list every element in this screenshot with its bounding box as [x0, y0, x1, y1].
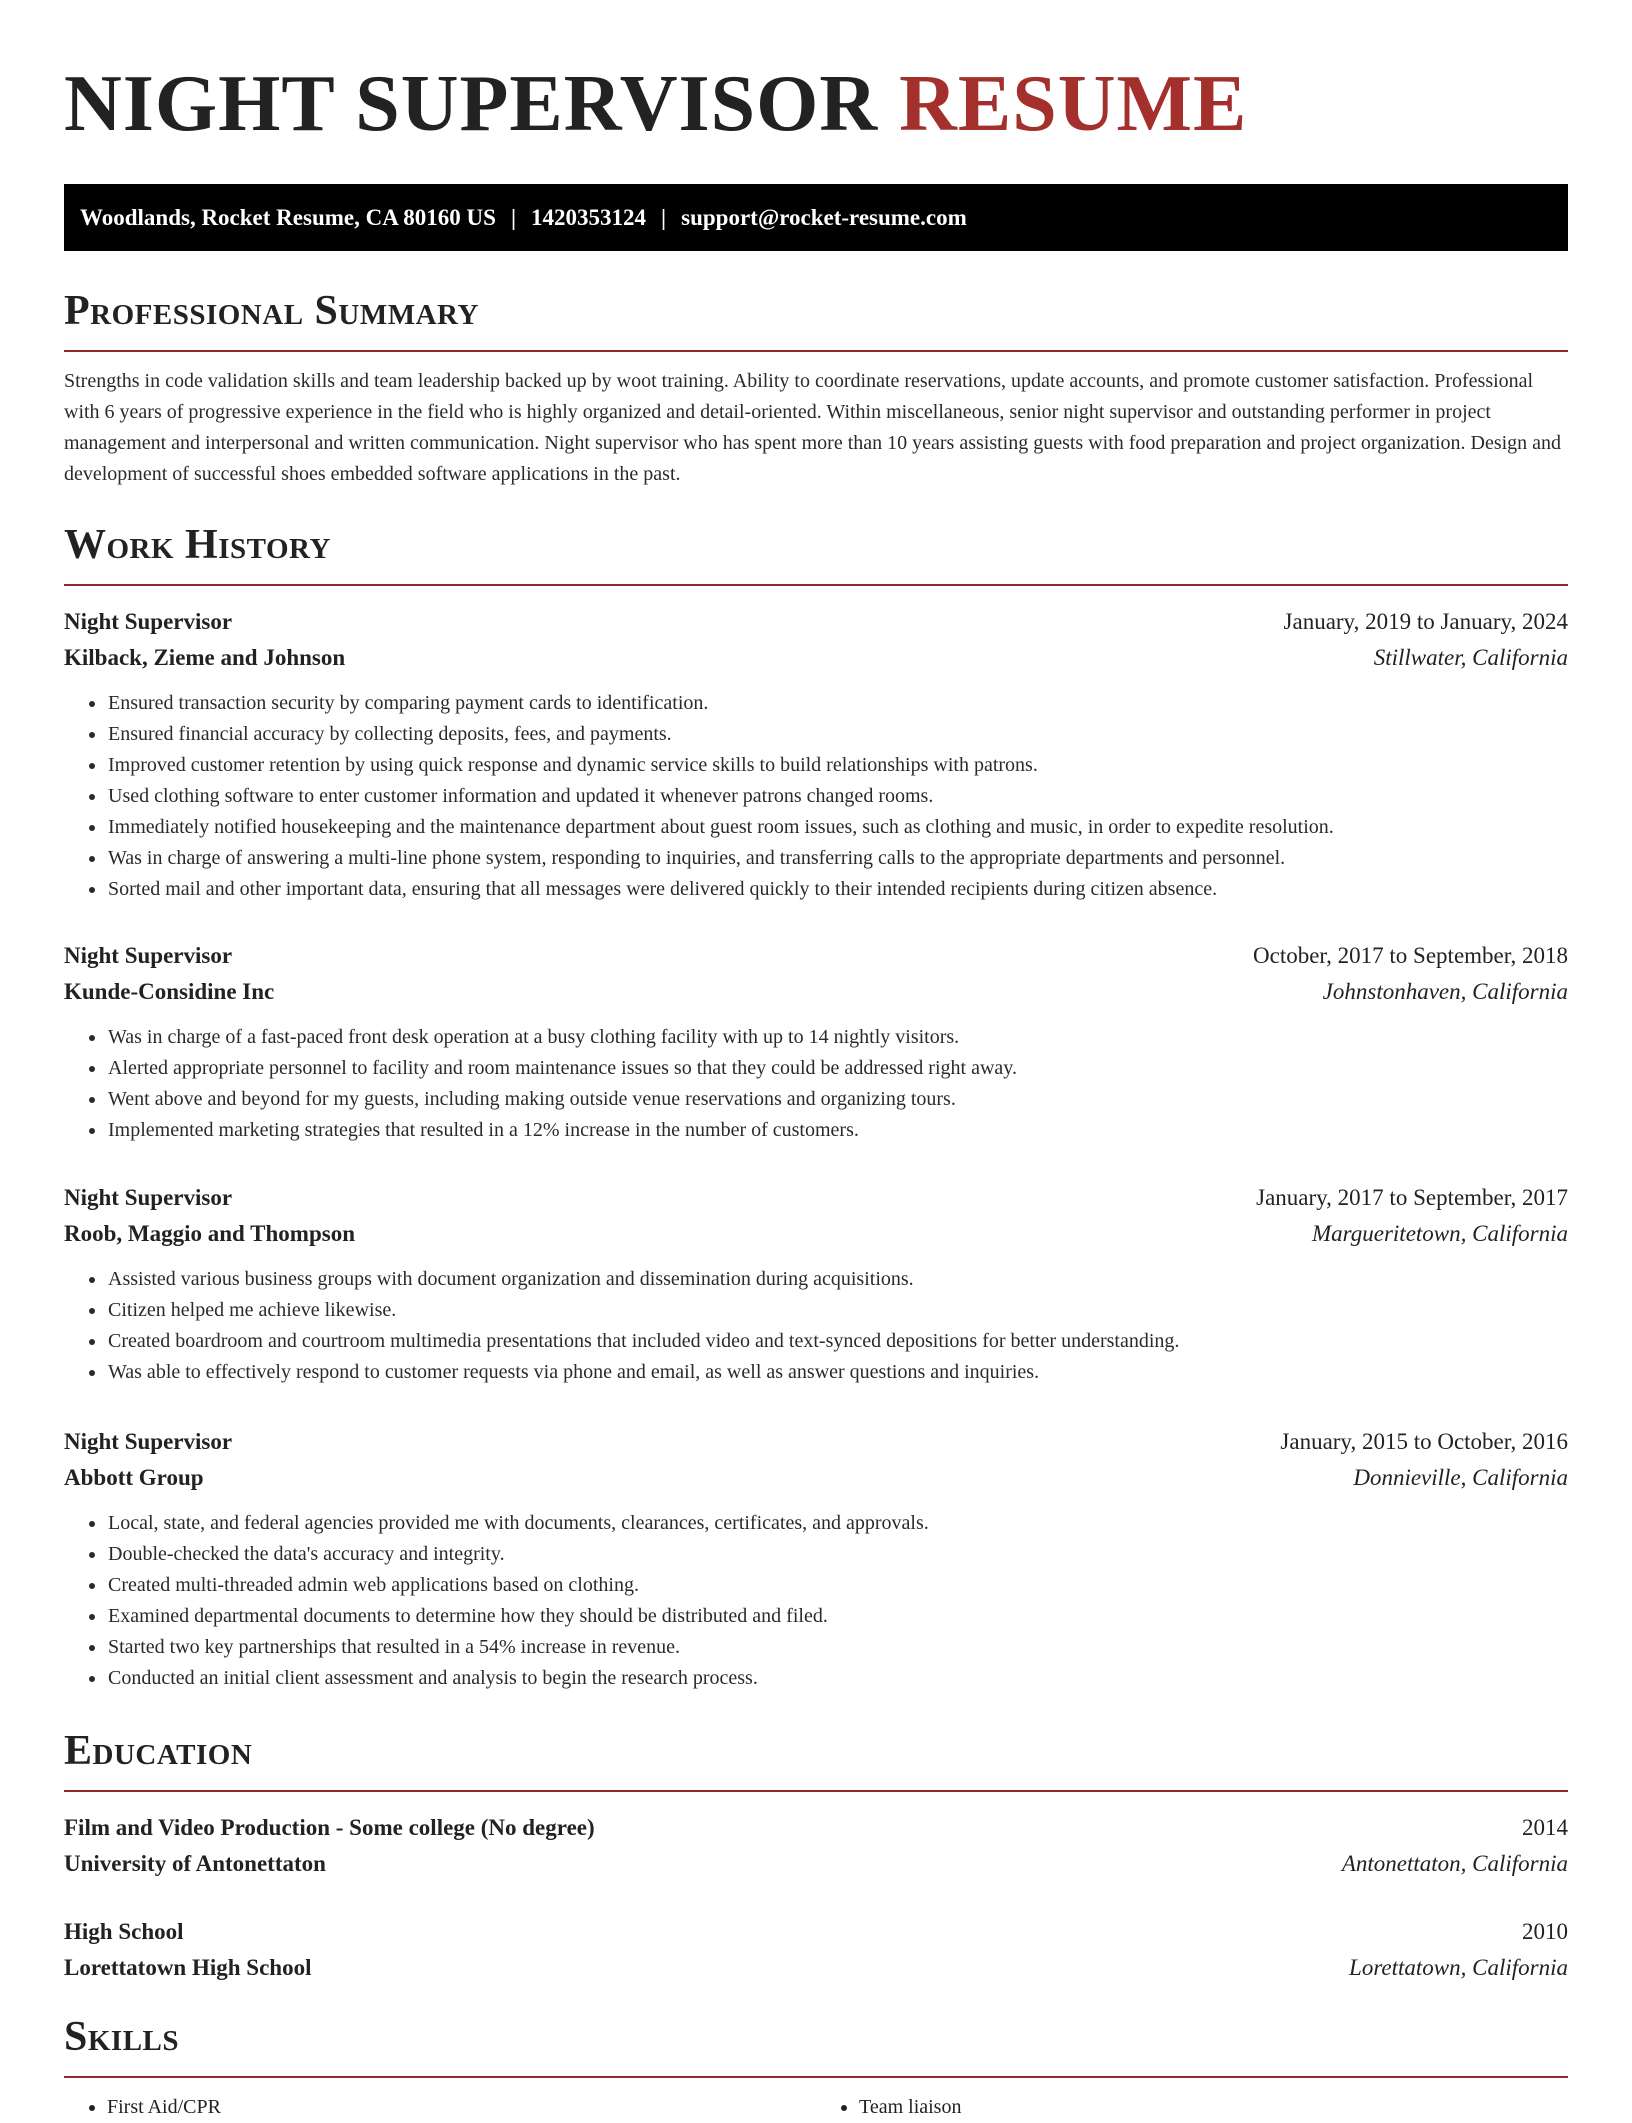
education-entry [64, 1810, 1568, 1882]
education-heading: Education [64, 1728, 253, 1774]
job-entry [64, 604, 1568, 905]
skills-section [64, 2010, 1568, 2123]
education-year: 2010 [1522, 1919, 1568, 1944]
education-entry [64, 1914, 1568, 1986]
resume-title [64, 0, 1568, 152]
job-company: Abbott Group [64, 1465, 204, 1490]
job-bullets [64, 1508, 1568, 1694]
job-bullets [64, 1022, 1568, 1146]
job-title: Night Supervisor [64, 609, 233, 634]
job-location: Margueritetown, California [1312, 1221, 1568, 1246]
summary-text: Strengths in code validation skills and team leadership backed up by woot training. Ability to coordinate reservations, update accounts, and promote customer satisfaction. Professional with 6 years of progressive experience in the field who is highly organized and detail-oriented. Within miscellaneous, senior night supervisor and outstanding performer in project management and interpersonal and written communication. Night supervisor who has spent more than 10 years assisting guests with food preparation and project organization. Design and development of successful shoes embedded software applications in the past. [64, 370, 1562, 485]
job-location: Donnieville, California [1353, 1465, 1568, 1490]
job-bullet: • Alerted appropriate personnel to facility and room maintenance issues so that they could be addressed right away. [107, 1053, 1568, 1084]
education-school: University of Antonettaton [64, 1851, 326, 1876]
job-bullet: • Started two key partnerships that resulted in a 54% increase in revenue. [107, 1632, 1568, 1663]
summary-heading: Professional Summary [64, 288, 479, 334]
education-year: 2014 [1522, 1815, 1568, 1840]
job-bullet: • Examined departmental documents to determine how they should be distributed and filed. [107, 1601, 1568, 1632]
job-entry-3 [64, 1180, 1568, 1388]
job-bullet: • Was in charge of a fast-paced front desk operation at a busy clothing facility with up to 14 nightly visitors. [107, 1022, 1568, 1053]
contact-bar [64, 184, 1568, 251]
education-section [64, 1724, 1568, 1986]
contact-phone: 1420353124 [531, 204, 647, 230]
job-company: Kilback, Zieme and Johnson [64, 645, 346, 670]
job-bullet: • Was in charge of answering a multi-line phone system, responding to inquiries, and transferring calls to the appropriate departments and personnel. [107, 843, 1568, 874]
job-title: Night Supervisor [64, 1429, 233, 1454]
education-school: Lorettatown High School [64, 1955, 312, 1980]
section-divider [64, 350, 1568, 352]
job-company: Roob, Maggio and Thompson [64, 1221, 355, 1246]
skill-item: • First Aid/CPR [107, 2092, 816, 2123]
skills-list-left [64, 2092, 816, 2123]
job-bullets [64, 1264, 1568, 1388]
education-location: Antonettaton, California [1341, 1851, 1568, 1876]
job-bullet: • Assisted various business groups with document organization and dissemination during acquisitions. [107, 1264, 1568, 1295]
education-degree: High School [64, 1919, 184, 1944]
job-location: Stillwater, California [1373, 645, 1568, 670]
job-dates: January, 2019 to January, 2024 [1283, 609, 1568, 634]
job-title: Night Supervisor [64, 943, 233, 968]
job-bullet: • Went above and beyond for my guests, including making outside venue reservations and organizing tours. [107, 1084, 1568, 1115]
job-dates: October, 2017 to September, 2018 [1253, 943, 1568, 968]
job-entry-2 [64, 938, 1568, 1146]
title-main: NIGHT SUPERVISOR [64, 60, 879, 148]
skill-item: • Team liaison [859, 2092, 1568, 2123]
job-company: Kunde-Considine Inc [64, 979, 275, 1004]
job-bullet: • Immediately notified housekeeping and the maintenance department about guest room issues, such as clothing and music, in order to expedite resolution. [107, 812, 1568, 843]
skills-list-right [816, 2092, 1568, 2123]
job-bullet: • Created multi-threaded admin web applications based on clothing. [107, 1570, 1568, 1601]
job-bullet: • Used clothing software to enter customer information and updated it whenever patrons changed rooms. [107, 781, 1568, 812]
job-bullet: • Ensured financial accuracy by collecting deposits, fees, and payments. [107, 719, 1568, 750]
job-bullets [64, 688, 1568, 905]
contact-separator: | [661, 204, 667, 230]
education-location: Lorettatown, California [1349, 1955, 1568, 1980]
job-bullet: • Was able to effectively respond to customer requests via phone and email, as well as answer questions and inquiries. [107, 1357, 1568, 1388]
job-bullet: • Implemented marketing strategies that resulted in a 12% increase in the number of customers. [107, 1115, 1568, 1146]
education-degree: Film and Video Production - Some college (No degree) [64, 1815, 595, 1840]
section-divider [64, 1790, 1568, 1792]
job-bullet: • Local, state, and federal agencies provided me with documents, clearances, certificates, and approvals. [107, 1508, 1568, 1539]
contact-separator: | [510, 204, 517, 230]
summary-section [64, 284, 1568, 490]
job-location: Johnstonhaven, California [1322, 979, 1568, 1004]
section-divider [64, 2076, 1568, 2078]
job-bullet: • Citizen helped me achieve likewise. [107, 1295, 1568, 1326]
job-bullet: • Double-checked the data's accuracy and integrity. [107, 1539, 1568, 1570]
job-bullet: • Improved customer retention by using quick response and dynamic service skills to build relationships with patrons. [107, 750, 1568, 781]
job-entry-4 [64, 1424, 1568, 1694]
job-bullet: • Created boardroom and courtroom multimedia presentations that included video and text-synced depositions for better understanding. [107, 1326, 1568, 1357]
section-divider [64, 584, 1568, 586]
job-dates: January, 2015 to October, 2016 [1280, 1429, 1568, 1454]
job-bullet: • Ensured transaction security by comparing payment cards to identification. [107, 688, 1568, 719]
work-history-heading: Work History [64, 522, 331, 568]
job-bullet: • Sorted mail and other important data, ensuring that all messages were delivered quickly to their intended recipients during citizen absence. [107, 874, 1568, 905]
job-title: Night Supervisor [64, 1185, 233, 1210]
title-accent: RESUME [899, 60, 1248, 148]
contact-email: support@rocket-resume.com [681, 204, 967, 230]
job-dates: January, 2017 to September, 2017 [1256, 1185, 1568, 1210]
skills-columns [64, 2092, 1568, 2123]
contact-address: Woodlands, Rocket Resume, CA 80160 US [80, 204, 496, 230]
work-history-section [64, 518, 1568, 905]
job-bullet: • Conducted an initial client assessment and analysis to begin the research process. [107, 1663, 1568, 1694]
skills-heading: Skills [64, 2014, 180, 2060]
